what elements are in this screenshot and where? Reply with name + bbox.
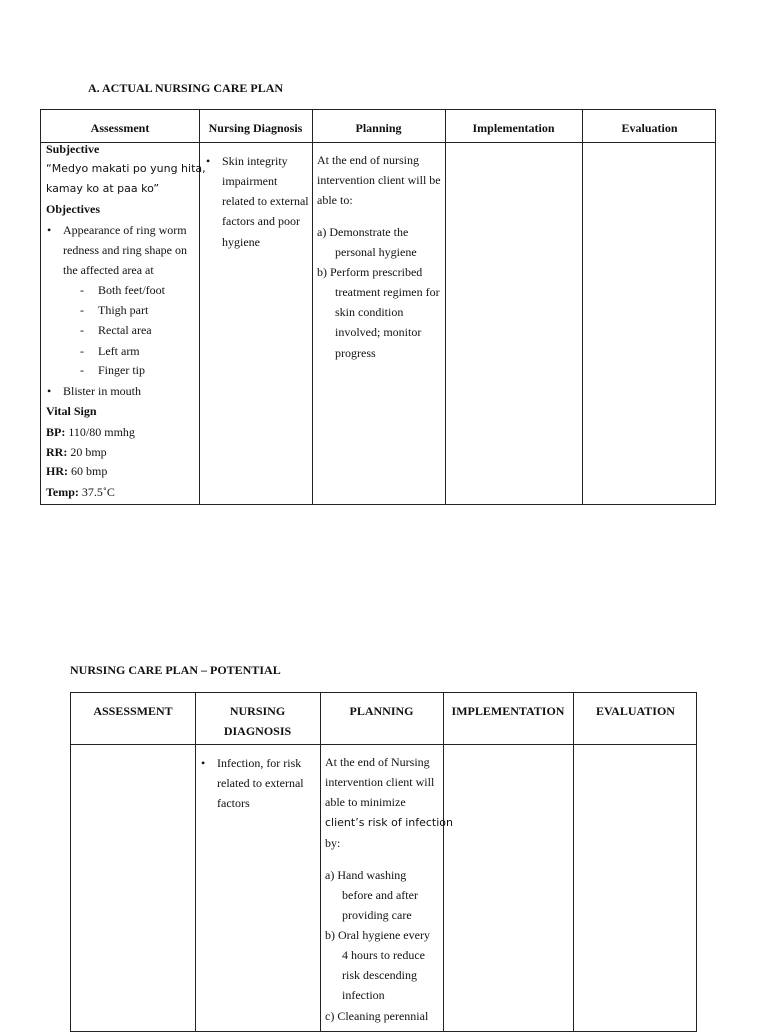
column-divider <box>445 110 446 504</box>
planning-item-c: c) Cleaning perennial <box>325 1009 429 1023</box>
planning-item-b-cont: risk descending <box>342 968 417 982</box>
vital-hr: HR: 60 bmp <box>46 464 108 478</box>
subjective-quote-line: “Medyo makati po yung hita, <box>46 162 206 175</box>
vital-rr: RR: 20 bmp <box>46 445 107 459</box>
vital-sign-label: Vital Sign <box>46 404 97 418</box>
subjective-label: Subjective <box>46 142 100 156</box>
planning-intro-line: able to: <box>317 193 353 207</box>
planning-intro-line: by: <box>325 836 341 850</box>
planning-item-a-cont: providing care <box>342 908 412 922</box>
header-diagnosis: DIAGNOSIS <box>223 724 292 738</box>
objective-item-cont: the affected area at <box>63 263 154 277</box>
objective-item: • Blister in mouth <box>63 381 141 401</box>
potential-care-plan-table <box>70 692 697 1032</box>
column-divider <box>582 110 583 504</box>
potential-plan-title: NURSING CARE PLAN – POTENTIAL <box>70 663 281 677</box>
header-planning: PLANNING <box>349 704 414 718</box>
diagnosis-line: hygiene <box>222 235 260 249</box>
vital-bp: BP: 110/80 mmhg <box>46 425 135 439</box>
affected-area-item: - Rectal area <box>98 320 152 340</box>
affected-area-item: - Finger tip <box>98 360 145 380</box>
header-divider <box>71 744 696 745</box>
planning-item-a: a) Demonstrate the <box>317 225 409 239</box>
header-implementation: IMPLEMENTATION <box>451 704 565 718</box>
column-divider <box>312 110 313 504</box>
planning-intro-line: intervention client will be <box>317 173 441 187</box>
diagnosis-line: factors <box>217 796 250 810</box>
header-assessment: Assessment <box>90 121 150 135</box>
planning-item-a: a) Hand washing <box>325 868 407 882</box>
vital-temp: Temp: 37.5˚C <box>46 485 115 499</box>
header-nursing-diagnosis: Nursing Diagnosis <box>208 121 303 135</box>
planning-intro-line: client’s risk of infection <box>325 816 453 829</box>
subjective-quote-line: kamay ko at paa ko” <box>46 182 160 195</box>
header-divider <box>41 142 715 143</box>
planning-item-b-cont: skin condition <box>335 305 404 319</box>
planning-item-b: b) Perform prescribed <box>317 265 423 279</box>
affected-area-item: - Thigh part <box>98 300 148 320</box>
header-evaluation: Evaluation <box>621 121 678 135</box>
diagnosis-line: related to external <box>222 194 309 208</box>
planning-intro-line: At the end of nursing <box>317 153 419 167</box>
diagnosis-line: • Skin integrity <box>222 151 288 171</box>
planning-item-a-cont: personal hygiene <box>335 245 417 259</box>
objectives-label: Objectives <box>46 202 100 216</box>
planning-item-b-cont: infection <box>342 988 385 1002</box>
planning-intro-line: At the end of Nursing <box>325 755 430 769</box>
planning-intro-line: able to minimize <box>325 795 406 809</box>
actual-care-plan-table <box>40 109 716 505</box>
objective-item-cont: redness and ring shape on <box>63 243 187 257</box>
header-implementation: Implementation <box>472 121 555 135</box>
planning-item-a-cont: before and after <box>342 888 418 902</box>
planning-item-b: b) Oral hygiene every <box>325 928 430 942</box>
planning-item-b-cont: treatment regimen for <box>335 285 440 299</box>
planning-item-b-cont: involved; monitor <box>335 325 422 339</box>
header-nursing: NURSING <box>229 704 286 718</box>
planning-intro-line: intervention client will <box>325 775 435 789</box>
affected-area-item: - Left arm <box>98 341 140 361</box>
planning-item-b-cont: progress <box>335 346 376 360</box>
actual-plan-title: A. ACTUAL NURSING CARE PLAN <box>88 81 284 95</box>
affected-area-item: - Both feet/foot <box>98 280 165 300</box>
header-evaluation: EVALUATION <box>596 704 675 718</box>
planning-item-b-cont: 4 hours to reduce <box>342 948 425 962</box>
diagnosis-line: related to external <box>217 776 304 790</box>
header-assessment: ASSESSMENT <box>93 704 173 718</box>
diagnosis-line: • Infection, for risk <box>217 753 301 773</box>
diagnosis-line: factors and poor <box>222 214 300 228</box>
diagnosis-line: impairment <box>222 174 278 188</box>
header-planning: Planning <box>355 121 402 135</box>
objective-item: • Appearance of ring worm <box>63 220 187 240</box>
